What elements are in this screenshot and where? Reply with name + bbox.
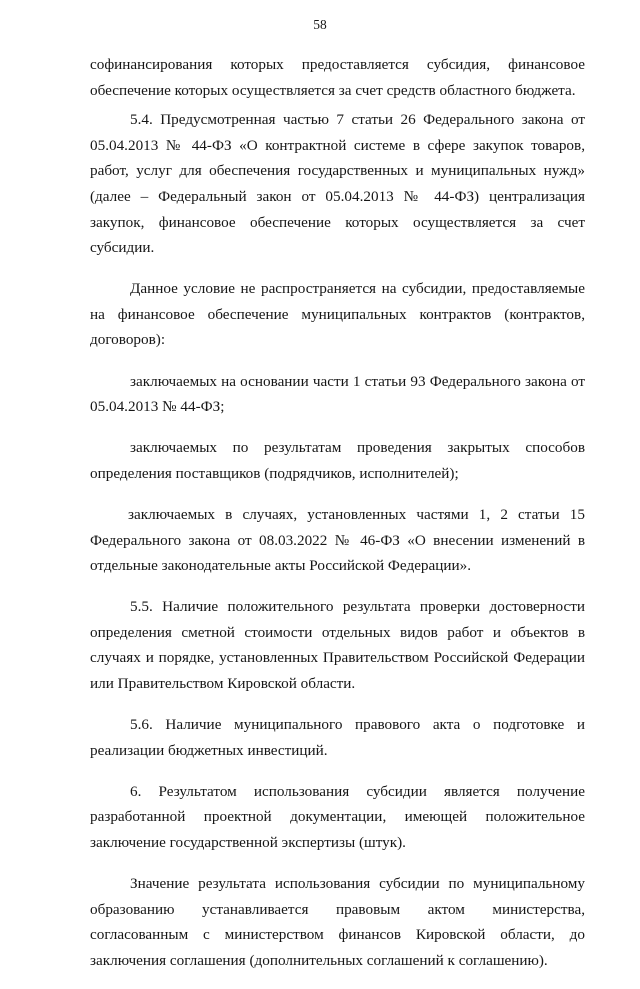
paragraph-list-item-3: заключаемых в случаях, установленных частями 1, 2 статьи 15 Федерального закона от 08.03.2022 № 46-ФЗ «О внесении изменений в отдельные законодательные акты Российской Федерации».: [90, 505, 585, 575]
paragraph-condition-exception: Данное условие не распространяется на субсидии, предоставляемые на финансовое обеспечение муниципальных контрактов (контрактов, договоров):: [90, 280, 585, 349]
paragraph-5-4: 5.4. Предусмотренная частью 7 статьи 26 Федерального закона от 05.04.2013 № 44-ФЗ «О контрактной системе в сфере закупок товаров, работ, услуг для обеспечения государственных и муниципальных нужд» (далее – Федеральный закон от 05.04.2013 № 44-ФЗ) централизация закупок, финансовое обеспечение которых осуществляется за счет субсидии.: [90, 111, 585, 257]
paragraph-5-5: 5.5. Наличие положительного результата проверки достоверности определения сметной стоимости отдельных видов работ и объектов в случаях и порядке, установленных Правительством Российской Федерации или Правительством Кировской области.: [90, 598, 585, 692]
paragraph-6: 6. Результатом использования субсидии является получение разработанной проектной документации, имеющей положительное заключение государственной экспертизы (штук).: [90, 782, 585, 851]
page-number: 58: [313, 17, 327, 32]
paragraph-list-item-2: заключаемых по результатам проведения закрытых способов определения поставщиков (подрядчиков, исполнителей);: [90, 439, 585, 482]
paragraph-list-item-1: заключаемых на основании части 1 статьи 93 Федерального закона от 05.04.2013 № 44-ФЗ;: [90, 372, 585, 416]
paragraph-5-6: 5.6. Наличие муниципального правового акта о подготовке и реализации бюджетных инвестиций.: [90, 716, 585, 759]
paragraph-continuation: софинансирования которых предоставляется субсидия, финансовое обеспечение которых осуществляется за счет средств областного бюджета.: [90, 56, 585, 99]
paragraph-result-value: Значение результата использования субсидии по муниципальному образованию устанавливается правовым актом министерства, согласованным с министерством финансов Кировской области, до заключения соглашения (дополнительных соглашений к соглашению).: [90, 875, 585, 969]
document-body: [90, 52, 585, 989]
